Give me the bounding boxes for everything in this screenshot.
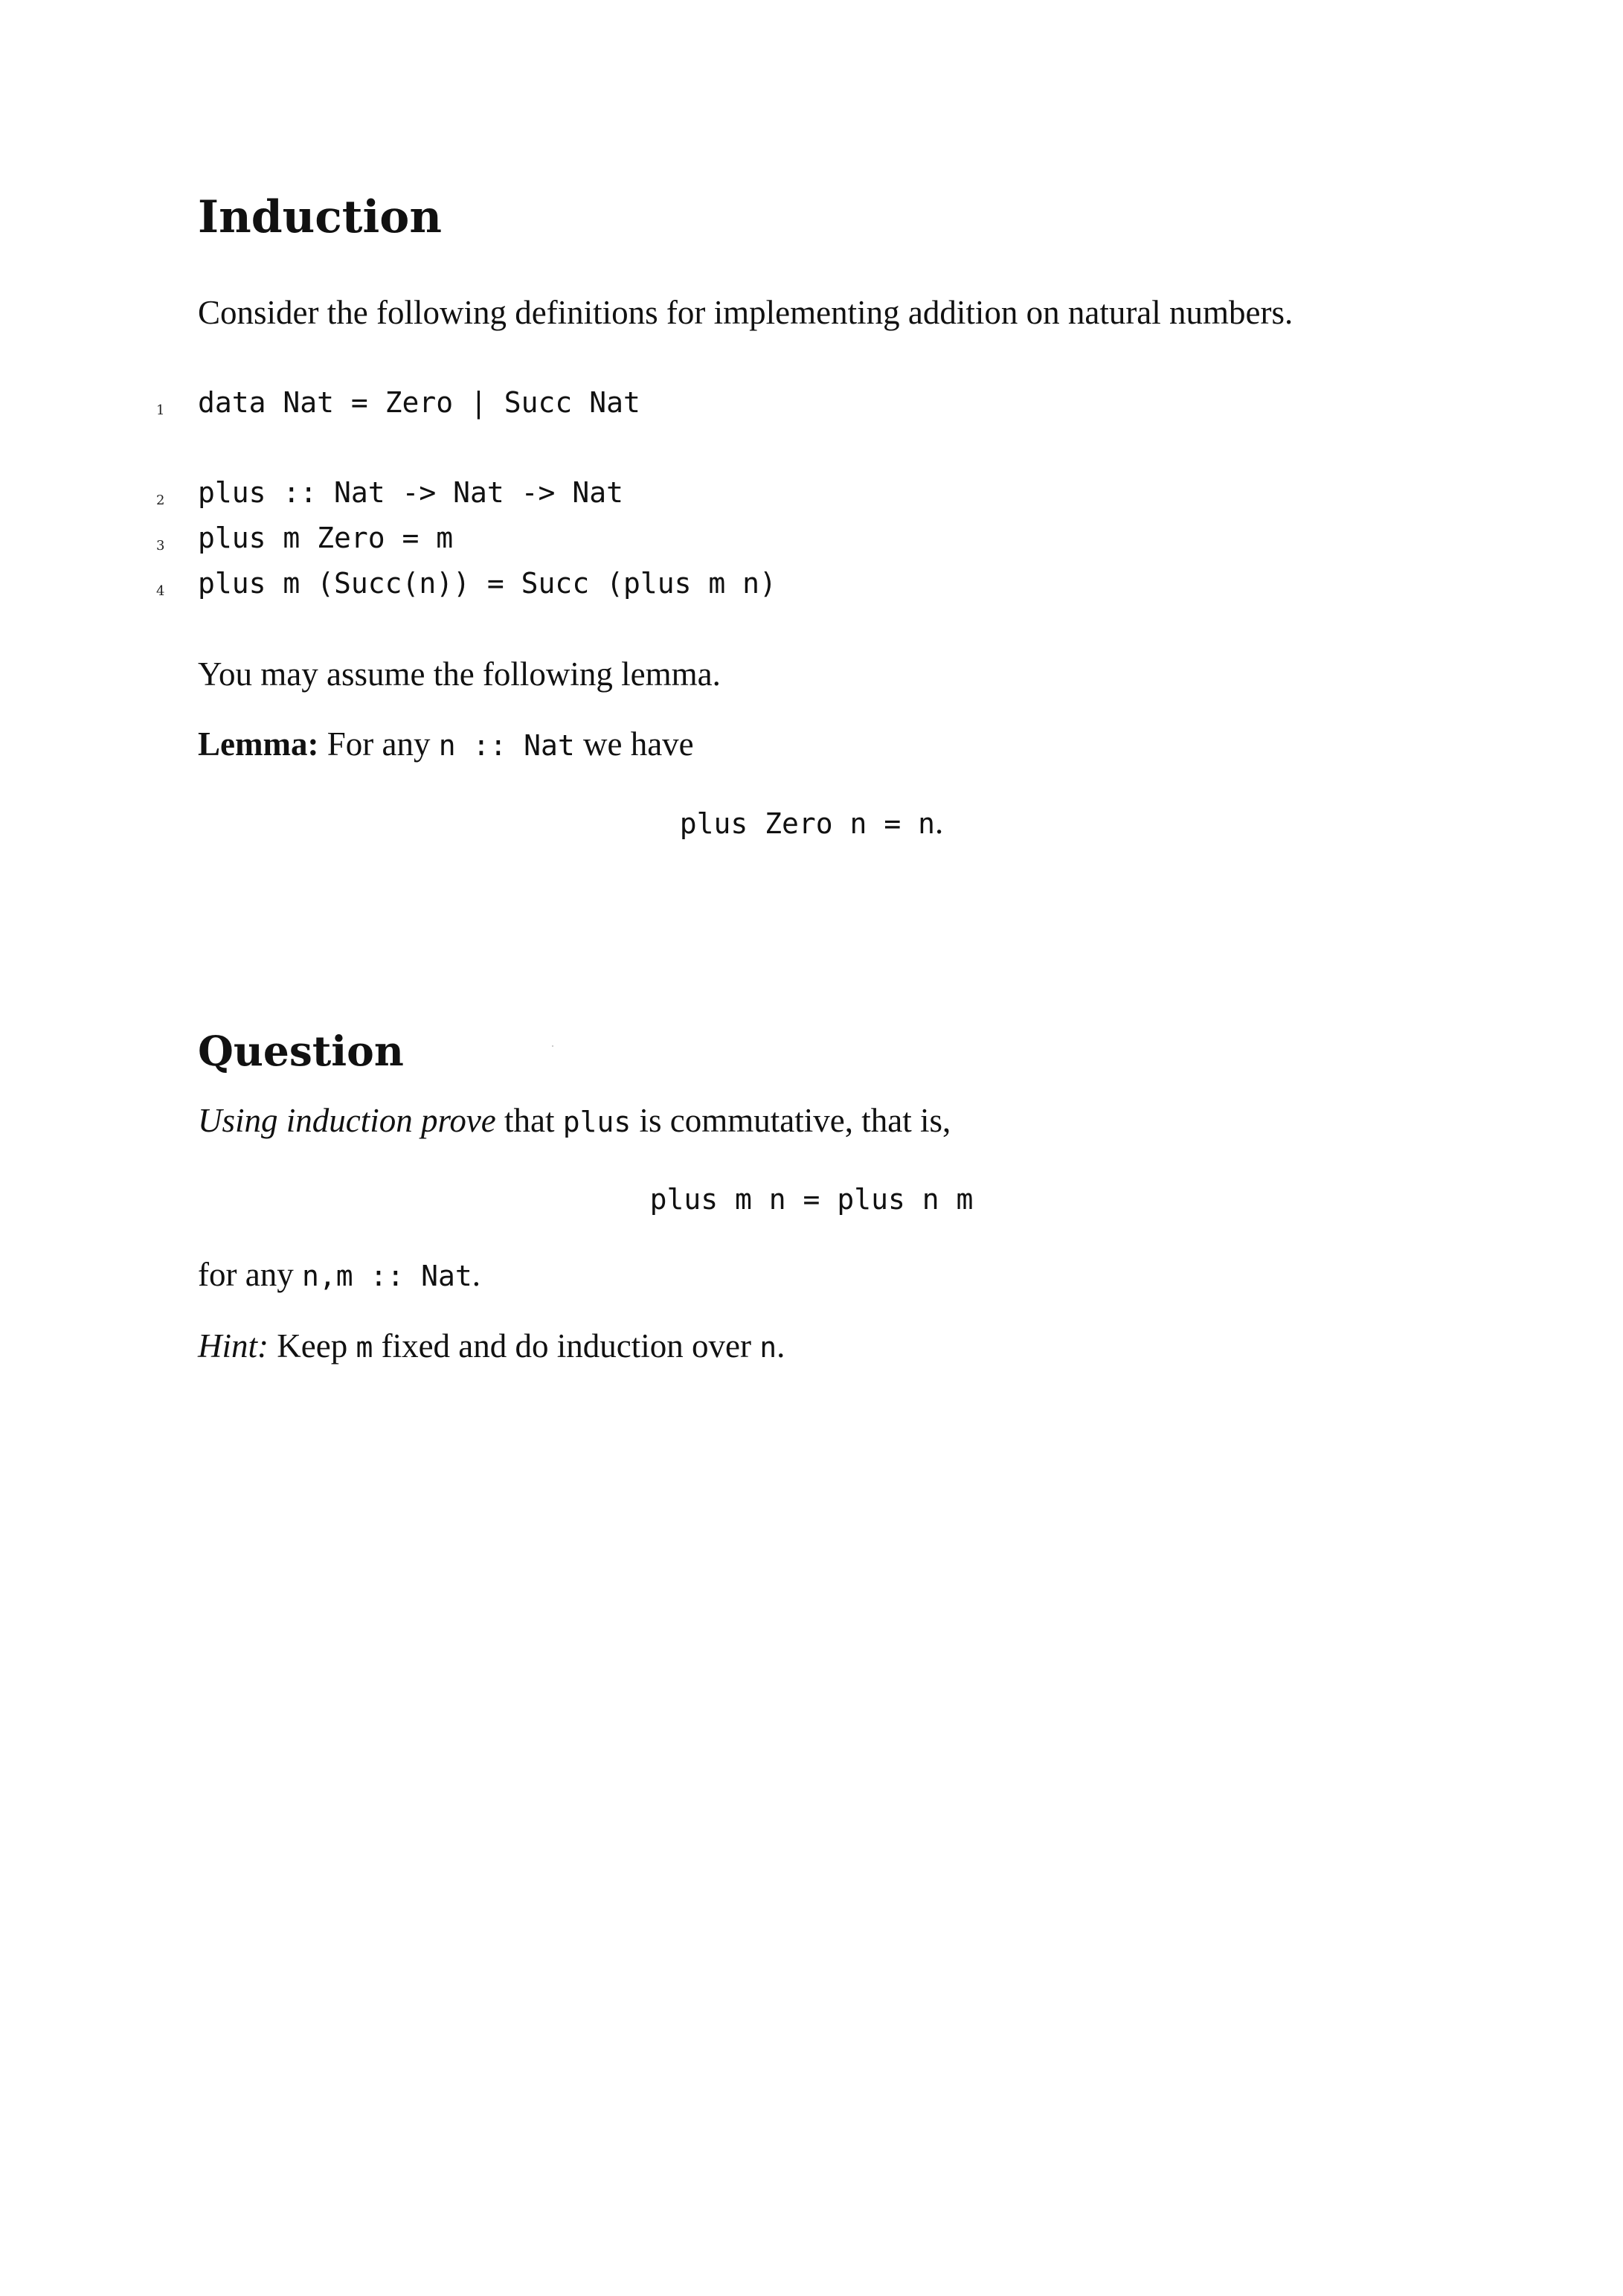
lemma-statement xyxy=(198,725,694,763)
lemma-equation: plus Zero n = n xyxy=(679,807,935,840)
stray-mark xyxy=(552,1045,553,1047)
assume-paragraph: You may assume the following lemma. xyxy=(198,655,721,693)
code-line-number: 4 xyxy=(156,583,165,599)
lemma-code: n :: Nat xyxy=(438,729,575,762)
question-italic-phrase: Using induction prove xyxy=(198,1102,496,1139)
code-line: plus m (Succ(n)) = Succ (plus m n) xyxy=(198,567,777,600)
section-title-induction: Induction xyxy=(198,191,442,243)
code-line-number: 2 xyxy=(156,493,165,508)
for-any-text: for any xyxy=(198,1256,302,1293)
code-line-number: 1 xyxy=(156,403,165,418)
question-text: is commutative, that is, xyxy=(631,1102,951,1139)
hint-paragraph xyxy=(198,1327,785,1365)
lemma-text: we have xyxy=(574,725,694,763)
hint-code: m xyxy=(356,1331,373,1364)
lemma-equation-period: . xyxy=(934,804,944,841)
commutativity-equation-block xyxy=(0,1181,1623,1215)
code-line: data Nat = Zero | Succ Nat xyxy=(198,386,640,419)
section-title-question: Question xyxy=(198,1027,404,1075)
lemma-text: For any xyxy=(318,725,439,763)
intro-paragraph: Consider the following definitions for implementing addition on natural numbers. xyxy=(198,294,1293,331)
lemma-label: Lemma: xyxy=(198,725,319,763)
lemma-equation-block xyxy=(0,806,1623,839)
question-code: plus xyxy=(562,1106,631,1138)
question-text: that xyxy=(495,1102,563,1139)
question-paragraph xyxy=(198,1104,951,1138)
code-line: plus :: Nat -> Nat -> Nat xyxy=(198,476,623,509)
code-line: plus m Zero = m xyxy=(198,522,454,554)
hint-code: n xyxy=(759,1331,777,1364)
for-any-paragraph xyxy=(198,1258,481,1292)
hint-text: fixed and do induction over xyxy=(373,1327,760,1365)
hint-text: Keep xyxy=(269,1327,356,1365)
for-any-code: n,m :: Nat xyxy=(301,1260,472,1292)
commutativity-equation: plus m n = plus n m xyxy=(649,1183,974,1216)
hint-period: . xyxy=(777,1327,785,1365)
for-any-period: . xyxy=(472,1256,481,1293)
code-line-number: 3 xyxy=(156,538,165,554)
hint-label: Hint: xyxy=(198,1327,269,1365)
